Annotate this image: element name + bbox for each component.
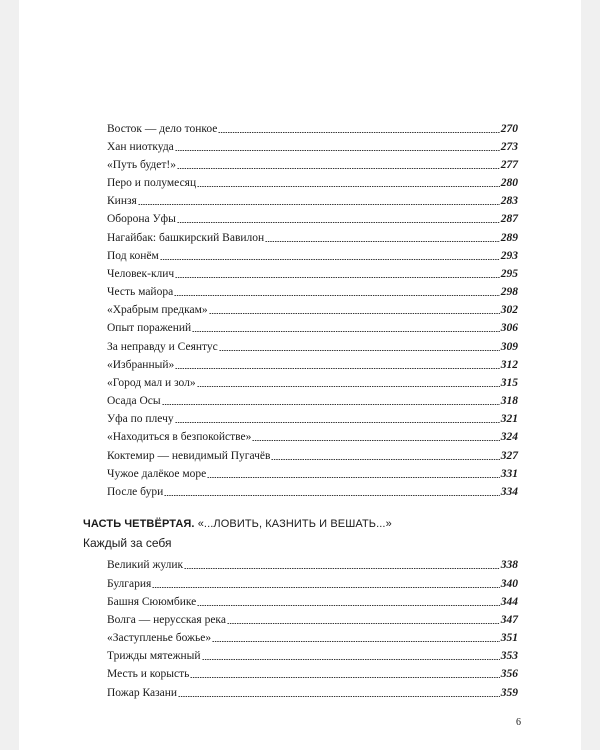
toc-entry-title: Пожар Казани xyxy=(107,687,178,699)
toc-entry-title: Трижды мятежный xyxy=(107,650,201,662)
toc-entry xyxy=(107,172,518,190)
toc-entry-page: 324 xyxy=(500,431,518,443)
toc-leader-dots xyxy=(202,659,500,660)
toc-leader-dots xyxy=(190,677,499,678)
toc-entry xyxy=(107,245,518,263)
toc-entry-page: 338 xyxy=(500,559,518,571)
toc-entry-page: 298 xyxy=(500,286,518,298)
toc-entry xyxy=(107,682,518,700)
toc-entry-page: 344 xyxy=(500,596,518,608)
toc-entry xyxy=(107,463,518,481)
toc-entry xyxy=(107,227,518,245)
toc-entry xyxy=(107,136,518,154)
toc-entry-page: 356 xyxy=(500,668,518,680)
toc-entry-title: Осада Осы xyxy=(107,395,161,407)
toc-entry-title: Коктемир — невидимый Пугачёв xyxy=(107,450,271,462)
toc-entry-page: 321 xyxy=(500,413,518,425)
toc-leader-dots xyxy=(218,132,499,133)
toc-leader-dots xyxy=(160,259,500,260)
toc-entry-title: Великий жулик xyxy=(107,559,184,571)
toc-leader-dots xyxy=(162,404,500,405)
toc-entry-page: 347 xyxy=(500,614,518,626)
toc-entry xyxy=(107,208,518,226)
toc-leader-dots xyxy=(212,641,500,642)
toc-entry-title: Человек-клич xyxy=(107,268,175,280)
toc-entry-title: Месть и корысть xyxy=(107,668,190,680)
toc-entry-title: «Находиться в безпокойстве» xyxy=(107,431,252,443)
toc-entry-title: Чужое далёкое море xyxy=(107,468,207,480)
toc-leader-dots xyxy=(175,368,500,369)
toc-entry-title: Опыт поражений xyxy=(107,322,192,334)
toc-entry-page: 306 xyxy=(500,322,518,334)
toc-entry-title: «Избранный» xyxy=(107,359,175,371)
toc-entry-page: 315 xyxy=(500,377,518,389)
toc-entry xyxy=(107,372,518,390)
toc-entry-title: «Город мал и зол» xyxy=(107,377,196,389)
toc-entry-title: Уфа по плечу xyxy=(107,413,174,425)
toc-leader-dots xyxy=(197,186,500,187)
toc-leader-dots xyxy=(252,440,499,441)
toc-entry-page: 293 xyxy=(500,250,518,262)
toc-entry xyxy=(107,645,518,663)
toc-leader-dots xyxy=(197,605,499,606)
toc-leader-dots xyxy=(175,277,500,278)
toc-leader-dots xyxy=(197,386,500,387)
toc-leader-dots xyxy=(164,495,500,496)
toc-entry-page: 312 xyxy=(500,359,518,371)
toc-entry xyxy=(107,317,518,335)
toc-entry xyxy=(107,481,518,499)
toc-entry xyxy=(107,336,518,354)
toc-leader-dots xyxy=(178,696,500,697)
toc-entry-page: 277 xyxy=(500,159,518,171)
toc-entry-title: Хан ниоткуда xyxy=(107,141,174,153)
toc-leader-dots xyxy=(175,150,500,151)
toc-entry-page: 283 xyxy=(500,195,518,207)
toc-entry xyxy=(107,190,518,208)
toc-entry-title: После бури xyxy=(107,486,164,498)
toc-entry xyxy=(107,281,518,299)
toc-entry xyxy=(107,627,518,645)
toc-entry-title: Кинзя xyxy=(107,195,137,207)
toc-leader-dots xyxy=(184,568,500,569)
toc-entry xyxy=(107,154,518,172)
toc-entry-title: «Путь будет!» xyxy=(107,159,176,171)
part-heading-number: ЧАСТЬ ЧЕТВЁРТАЯ. xyxy=(83,518,195,530)
toc-entry-page: 280 xyxy=(500,177,518,189)
toc-entry-page: 309 xyxy=(500,341,518,353)
toc-entry xyxy=(107,299,518,317)
page-number: 6 xyxy=(516,717,521,728)
toc-leader-dots xyxy=(138,204,500,205)
toc-entry-page: 289 xyxy=(500,232,518,244)
toc-entry-title: Восток — дело тонкое xyxy=(107,123,218,135)
toc-leader-dots xyxy=(209,313,500,314)
toc-entry-page: 318 xyxy=(500,395,518,407)
toc-leader-dots xyxy=(175,422,500,423)
toc-entry-title: «Храбрым предкам» xyxy=(107,304,208,316)
toc-entry-page: 351 xyxy=(500,632,518,644)
toc-leader-dots xyxy=(192,331,500,332)
part-heading xyxy=(83,518,553,530)
toc-entry-page: 331 xyxy=(500,468,518,480)
part-heading-title: «...ЛОВИТЬ, КАЗНИТЬ И ВЕШАТЬ...» xyxy=(194,518,392,530)
section-heading: Каждый за себя xyxy=(83,536,172,550)
toc-leader-dots xyxy=(174,295,500,296)
toc-entry-page: 295 xyxy=(500,268,518,280)
toc-entry xyxy=(107,573,518,591)
toc-leader-dots xyxy=(265,241,500,242)
toc-leader-dots xyxy=(152,587,499,588)
toc-entry-title: Волга — нерусская река xyxy=(107,614,226,626)
toc-leader-dots xyxy=(177,168,500,169)
toc-entry-title: Башня Сююмбике xyxy=(107,596,197,608)
toc-entry-page: 270 xyxy=(500,123,518,135)
toc-entry-title: Нагайбак: башкирский Вавилон xyxy=(107,232,265,244)
toc-entry xyxy=(107,445,518,463)
toc-entry-title: Честь майора xyxy=(107,286,174,298)
toc-entry-title: Булгария xyxy=(107,578,152,590)
toc-entry-page: 287 xyxy=(500,213,518,225)
toc-entry xyxy=(107,408,518,426)
toc-entry xyxy=(107,591,518,609)
toc-leader-dots xyxy=(227,623,500,624)
toc-entry-page: 359 xyxy=(500,687,518,699)
toc-entry-page: 302 xyxy=(500,304,518,316)
toc-entry xyxy=(107,554,518,572)
toc-leader-dots xyxy=(219,350,500,351)
toc-entry xyxy=(107,354,518,372)
toc-entry xyxy=(107,390,518,408)
toc-entry-title: За неправду и Сеянтус xyxy=(107,341,218,353)
book-page xyxy=(19,0,581,750)
toc-entry xyxy=(107,609,518,627)
toc-entry xyxy=(107,263,518,281)
toc-entry xyxy=(107,663,518,681)
toc-entry-page: 353 xyxy=(500,650,518,662)
toc-entry xyxy=(107,118,518,136)
toc-entry-title: Перо и полумесяц xyxy=(107,177,197,189)
toc-entry-page: 273 xyxy=(500,141,518,153)
toc-entry-title: Оборона Уфы xyxy=(107,213,176,225)
toc-entry-title: «Заступленье божье» xyxy=(107,632,212,644)
toc-entry xyxy=(107,426,518,444)
toc-entry-title: Под конём xyxy=(107,250,159,262)
toc-entry-page: 327 xyxy=(500,450,518,462)
toc-entry-page: 334 xyxy=(500,486,518,498)
toc-leader-dots xyxy=(207,477,499,478)
toc-leader-dots xyxy=(271,459,499,460)
toc-entry-page: 340 xyxy=(500,578,518,590)
toc-leader-dots xyxy=(177,222,500,223)
